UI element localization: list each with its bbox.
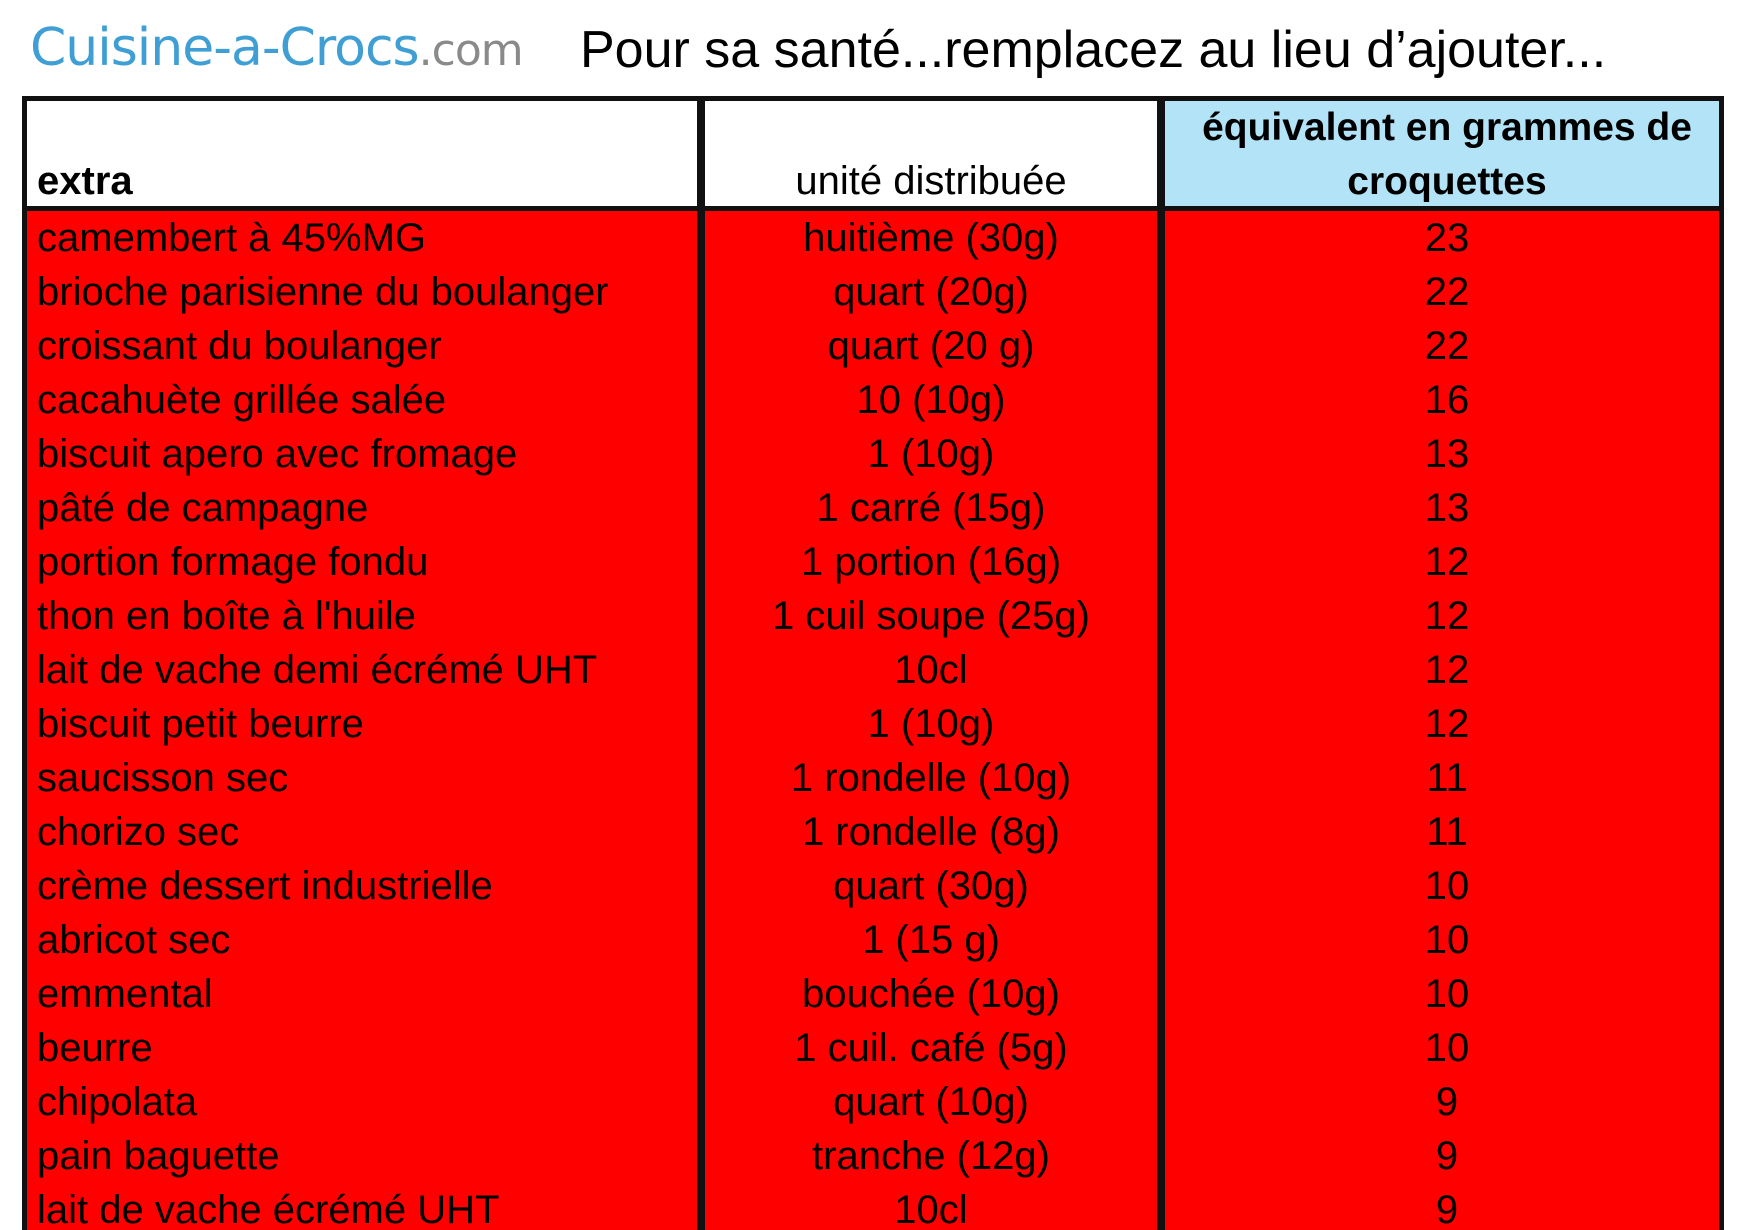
cell-equivalent: 13 <box>1424 432 1470 476</box>
cell-extra: crème dessert industrielle <box>37 864 493 908</box>
cell-unit: 10 (10g) <box>856 378 1006 422</box>
table-row <box>27 589 1719 643</box>
cell-equivalent: 12 <box>1424 594 1470 638</box>
cell-extra: camembert à 45%MG <box>37 216 427 260</box>
cell-extra: beurre <box>37 1026 153 1070</box>
cell-equivalent: 10 <box>1424 972 1470 1016</box>
cell-unit: quart (20g) <box>833 270 1029 314</box>
cell-unit: 10cl <box>894 648 968 692</box>
table-row <box>27 427 1719 481</box>
table-row <box>27 859 1719 913</box>
table-row <box>27 211 1719 265</box>
table-row <box>27 967 1719 1021</box>
cell-unit: 1 rondelle (10g) <box>790 756 1072 800</box>
table-row <box>27 319 1719 373</box>
column-header-extra: extra <box>37 159 133 203</box>
cell-equivalent: 23 <box>1424 216 1470 260</box>
cell-extra: croissant du boulanger <box>37 324 442 368</box>
table-body <box>27 211 1719 1230</box>
site-logo <box>30 18 523 78</box>
column-header-equivalent: équivalent en grammes de croquettes <box>1165 101 1724 206</box>
table-row <box>27 913 1719 967</box>
cell-extra: pain baguette <box>37 1134 280 1178</box>
cell-extra: lait de vache écrémé UHT <box>37 1188 500 1230</box>
page-slogan: Pour sa santé...remplacez au lieu d’ajouter... <box>580 21 1607 79</box>
column-header-unit: unité distribuée <box>795 159 1067 203</box>
cell-unit: tranche (12g) <box>812 1134 1050 1178</box>
cell-extra: saucisson sec <box>37 756 289 800</box>
table-row <box>27 481 1719 535</box>
cell-unit: bouchée (10g) <box>802 972 1060 1016</box>
cell-extra: lait de vache demi écrémé UHT <box>37 648 598 692</box>
cell-equivalent: 10 <box>1424 918 1470 962</box>
table-row <box>27 1129 1719 1183</box>
cell-unit: quart (20 g) <box>827 324 1035 368</box>
cell-equivalent: 10 <box>1424 1026 1470 1070</box>
logo-main-text: Cuisine-a-Crocs <box>30 18 419 78</box>
cell-extra: emmental <box>37 972 213 1016</box>
cell-equivalent: 22 <box>1424 324 1470 368</box>
cell-extra: thon en boîte à l'huile <box>37 594 417 638</box>
cell-equivalent: 9 <box>1435 1188 1459 1230</box>
page-header <box>0 0 1742 100</box>
cell-unit: 1 cuil soupe (25g) <box>772 594 1090 638</box>
cell-unit: 1 (10g) <box>867 702 995 746</box>
cell-extra: portion formage fondu <box>37 540 429 584</box>
table-header-row <box>27 101 1719 211</box>
cell-extra: biscuit apero avec fromage <box>37 432 518 476</box>
column-divider <box>1157 101 1165 1230</box>
cell-extra: pâté de campagne <box>37 486 369 530</box>
cell-extra: brioche parisienne du boulanger <box>37 270 609 314</box>
cell-extra: cacahuète grillée salée <box>37 378 447 422</box>
cell-unit: huitième (30g) <box>803 216 1059 260</box>
table-row <box>27 643 1719 697</box>
table-row <box>27 751 1719 805</box>
cell-unit: quart (30g) <box>833 864 1029 908</box>
cell-unit: 1 (15 g) <box>862 918 1000 962</box>
cell-unit: 1 (10g) <box>867 432 995 476</box>
cell-unit: 1 carré (15g) <box>816 486 1046 530</box>
equivalence-table <box>22 96 1724 1230</box>
cell-unit: 1 rondelle (8g) <box>802 810 1060 854</box>
cell-equivalent: 11 <box>1426 810 1468 854</box>
cell-equivalent: 16 <box>1424 378 1470 422</box>
cell-extra: abricot sec <box>37 918 231 962</box>
logo-domain-text: .com <box>418 25 523 76</box>
cell-extra: chorizo sec <box>37 810 240 854</box>
table-row <box>27 373 1719 427</box>
cell-equivalent: 9 <box>1435 1080 1459 1124</box>
cell-unit: 10cl <box>894 1188 968 1230</box>
cell-unit: 1 cuil. café (5g) <box>794 1026 1068 1070</box>
cell-equivalent: 12 <box>1424 702 1470 746</box>
column-divider <box>697 101 705 1230</box>
cell-equivalent: 10 <box>1424 864 1470 908</box>
table-row <box>27 1075 1719 1129</box>
cell-equivalent: 13 <box>1424 486 1470 530</box>
table-row <box>27 265 1719 319</box>
cell-equivalent: 12 <box>1424 540 1470 584</box>
table-row <box>27 535 1719 589</box>
cell-equivalent: 9 <box>1435 1134 1459 1178</box>
table-row <box>27 697 1719 751</box>
cell-extra: biscuit petit beurre <box>37 702 364 746</box>
cell-extra: chipolata <box>37 1080 198 1124</box>
cell-equivalent: 12 <box>1424 648 1470 692</box>
table-row <box>27 1021 1719 1075</box>
cell-unit: 1 portion (16g) <box>800 540 1062 584</box>
cell-equivalent: 11 <box>1426 756 1468 800</box>
table-row <box>27 805 1719 859</box>
cell-equivalent: 22 <box>1424 270 1470 314</box>
table-row <box>27 1183 1719 1230</box>
cell-unit: quart (10g) <box>833 1080 1029 1124</box>
